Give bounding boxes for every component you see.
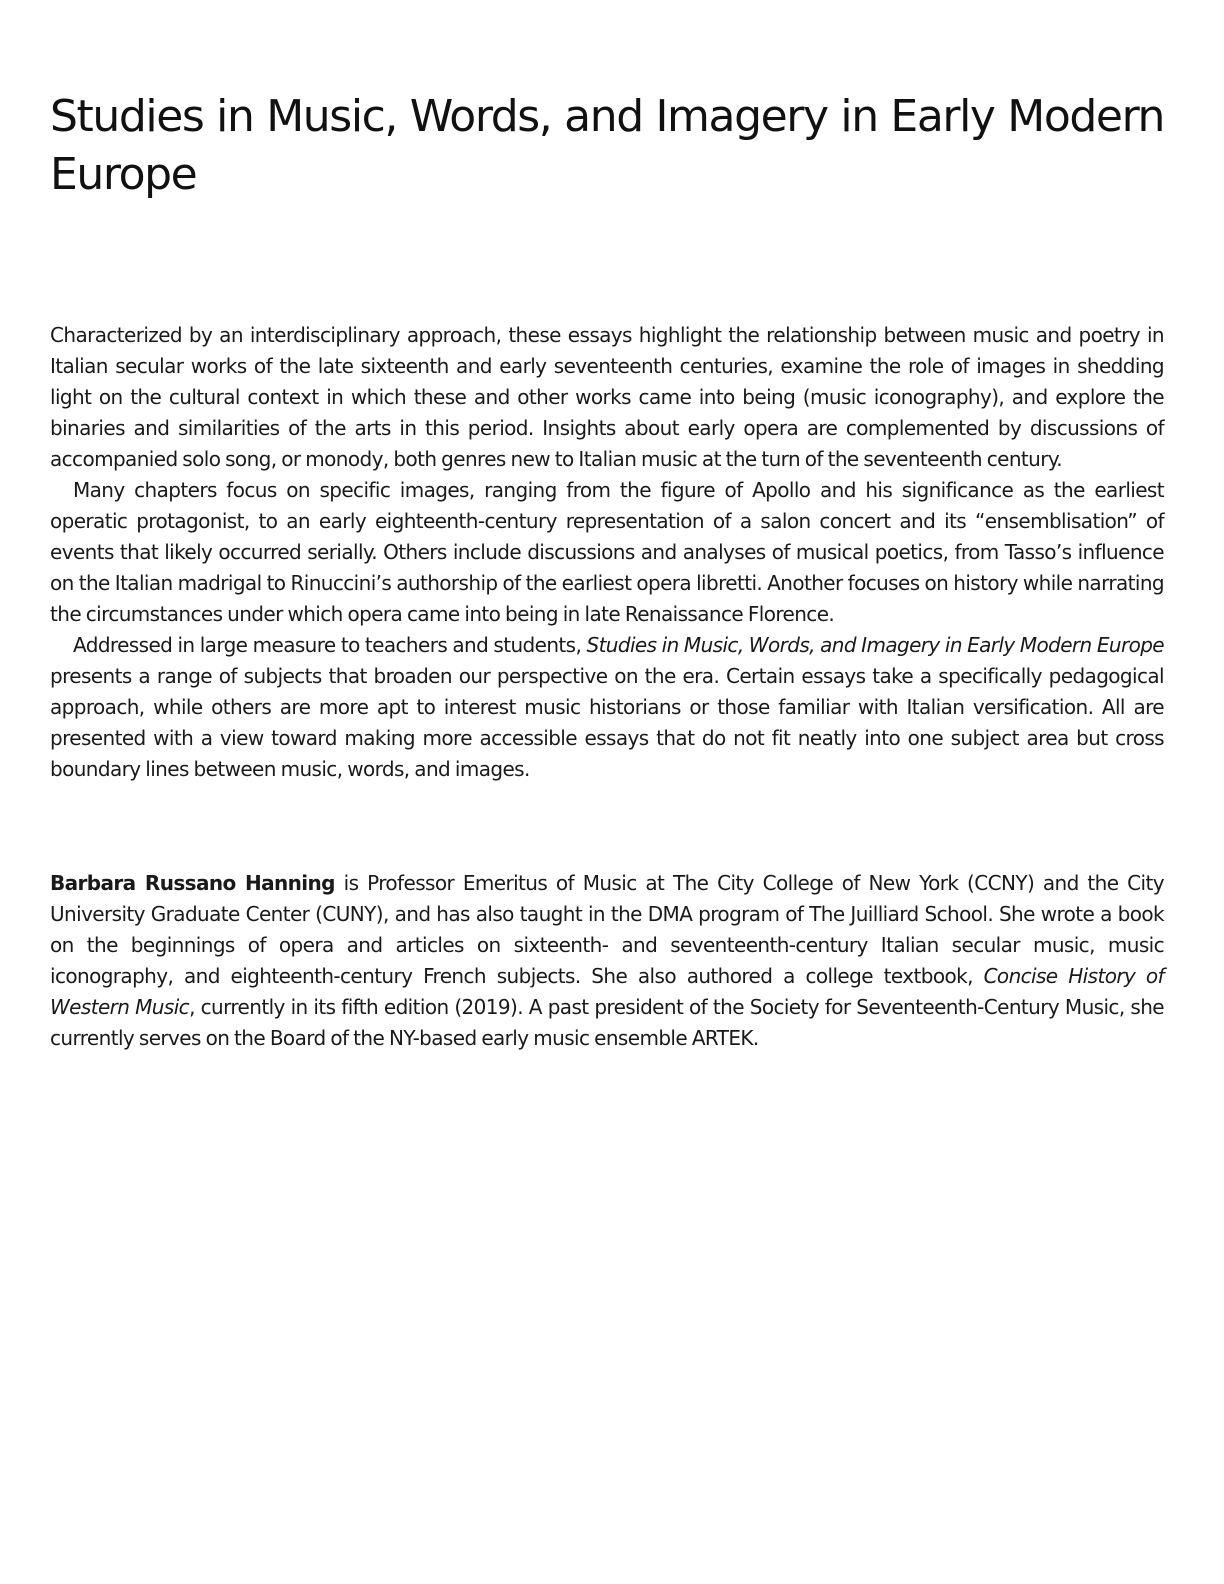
description-paragraph-1: Characterized by an interdisciplinary approach, these essays highlight the relationship between music and poetry in Italian secular works of the late sixteenth and early seventeenth centuries, examine the role of images in shedding light on the cultural context in which these and other works came into being (music iconography), and explore the binaries and similarities of the arts in this period. Insights about early opera are complemented by discussions of accompanied solo song, or monody, both genres new to Italian music at the turn of the seventeenth century. [50,323,1164,471]
description-paragraph-3 [50,630,1164,785]
author-bio-paragraph [50,868,1164,1054]
book-title: Studies in Music, Words, and Imagery in Early Modern Europe [50,91,1164,200]
bio-text-after: , currently in its fifth edition (2019). A past president of the Society for Seventeenth-Century Music, she currently serves on the Board of the NY-based early music ensemble ARTEK. [50,995,1164,1050]
author-name: Barbara Russano Hanning [50,871,335,895]
paragraph-3-book-title: Studies in Music, Words, and Imagery in Early Modern Europe [586,633,1165,657]
description-paragraph-2: Many chapters focus on specific images, ranging from the figure of Apollo and his significance as the earliest operatic protagonist, to an early eighteenth-century representation of a salon concert and its “ensemblisation” of events that likely occurred serially. Others include discussions and analyses of musical poetics, from Tasso’s influence on the Italian madrigal to Rinuccini’s authorship of the earliest opera libretti. Another focuses on history while narrating the circumstances under which opera came into being in late Renaissance Florence. [50,478,1164,626]
bio-text-before: is Professor Emeritus of Music at The City College of New York (CCNY) and the City University Graduate Center (CUNY), and has also taught in the DMA program of The Juilliard School. She wrote a book on the beginnings of opera and articles on sixteenth- and seventeenth-century Italian secular music, music iconography, and eighteenth-century French subjects. She also authored a college textbook, [50,871,1164,988]
bio-book-title: Concise History of Western Music [50,964,1164,1019]
paragraph-3-rest: presents a range of subjects that broaden our perspective on the era. Certain essays take a specifically pedagogical approach, while others are more apt to interest music historians or those familiar with Italian versification. All are presented with a view toward making more accessible essays that do not fit neatly into one subject area but cross boundary lines between music, words, and images. [50,664,1164,781]
paragraph-3-intro: Addressed in large measure to teachers and students, [73,633,587,657]
author-bio [50,868,1164,1054]
book-description [50,320,1164,785]
